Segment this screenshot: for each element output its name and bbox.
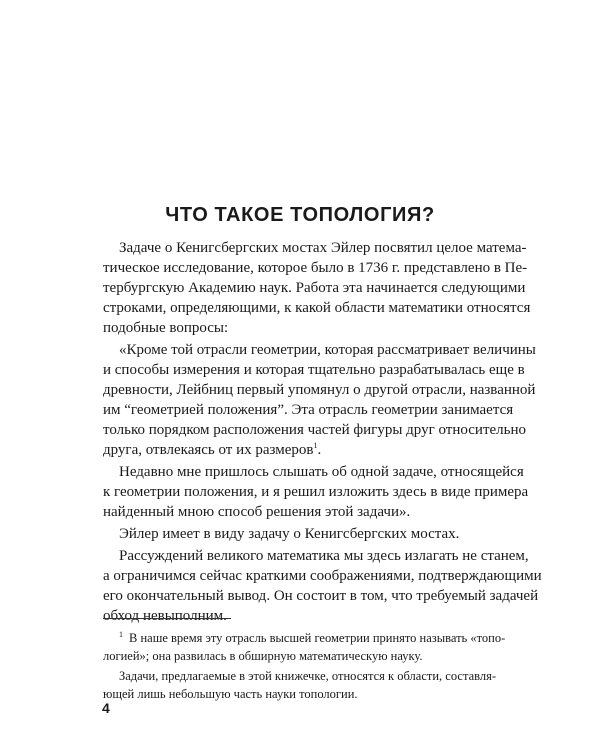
text-line: тербургскую Академию наук. Работа эта начинается следующими bbox=[103, 280, 526, 296]
text-line: а ограничимся сейчас краткими соображениями, подтверждающими bbox=[103, 568, 542, 584]
text-line: «Кроме той отрасли геометрии, которая рассматривает величины bbox=[119, 342, 536, 358]
text-line: Рассуждений великого математика мы здесь излагать не станем, bbox=[119, 548, 529, 564]
text-line: к геометрии положения, и я решил изложить здесь в виде примера bbox=[103, 484, 529, 500]
footnote-line: ющей лишь небольшую часть науки топологии. bbox=[103, 687, 358, 701]
text-line: обход невыполним. bbox=[103, 608, 227, 624]
text-line: тическое исследование, которое было в 1736 г. представлено в Пе- bbox=[103, 260, 528, 276]
footnote-reference: 1 bbox=[313, 441, 318, 450]
text-line: и способы измерения и которая тщательно разрабатывалась еще в bbox=[103, 362, 525, 378]
page-number: 4 bbox=[102, 700, 110, 716]
text-line: Задаче о Кенигсбергских мостах Эйлер посвятил целое матема- bbox=[119, 240, 527, 256]
text-line: древности, Лейбниц первый упомянул о другой отрасли, названной bbox=[103, 382, 536, 398]
footnote-line: Задачи, предлагаемые в этой книжечке, относятся к области, составля- bbox=[119, 669, 496, 683]
text-line: Недавно мне пришлось слышать об одной задаче, относящейся bbox=[119, 464, 524, 480]
footnote-line: логией»; она развилась в обширную математическую науку. bbox=[103, 649, 423, 663]
text-line: только порядком расположения частей фигуры друг относительно bbox=[103, 422, 527, 438]
text-line: подобные вопросы: bbox=[103, 320, 229, 336]
footnote-text: В наше время эту отрасль высшей геометрии принято называть «топо- bbox=[129, 631, 506, 645]
text-line: Эйлер имеет в виду задачу о Кенигсбергских мостах. bbox=[119, 526, 460, 542]
footnote-divider bbox=[103, 618, 231, 619]
text-line: найденный мною способ решения этой задачи». bbox=[103, 504, 411, 520]
text-line-content: друга, отвлекаясь от их размеров bbox=[103, 442, 314, 458]
text-line: друга, отвлекаясь от их размеров$^1$. bbox=[103, 441, 322, 458]
text-line: строками, определяющими, к какой области математики относятся bbox=[103, 300, 531, 316]
text-line: его окончательный вывод. Он состоит в том, что требуемый задачей bbox=[103, 588, 539, 604]
footnote-marker: 1 bbox=[119, 629, 123, 639]
footnote-line bbox=[119, 629, 506, 647]
chapter-title: ЧТО ТАКОЕ ТОПОЛОГИЯ? bbox=[165, 204, 435, 226]
text-line: им “геометрией положения”. Эта отрасль геометрии занимается bbox=[103, 402, 514, 418]
